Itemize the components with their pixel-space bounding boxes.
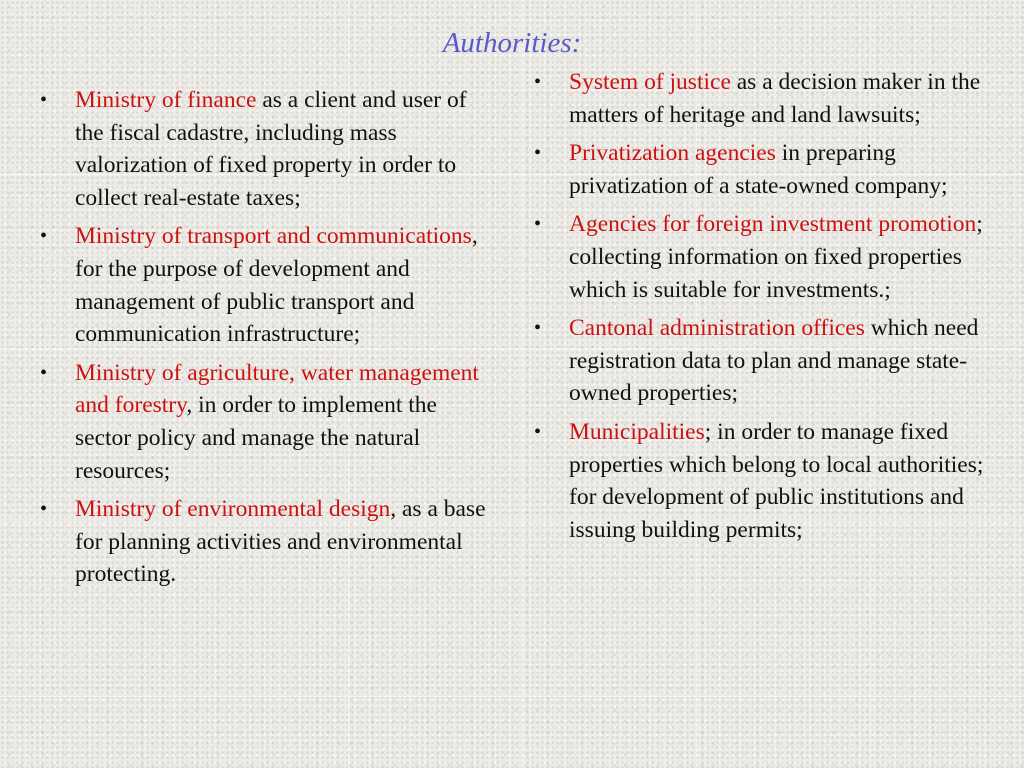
authority-description: as a client and user of the fiscal cadastre, including mass valorization of fixed property in order to collect real-estate taxes;	[75, 87, 467, 211]
bullet-icon: •	[534, 142, 542, 165]
authority-name: Cantonal administration offices	[569, 315, 865, 342]
authority-name: Municipalities	[569, 418, 705, 445]
authority-name: Agencies for foreign investment promotion	[569, 211, 977, 238]
bullet-icon: •	[534, 71, 542, 93]
slide-title: Authorities:	[442, 27, 582, 59]
right-bullet-list	[534, 66, 1004, 552]
authority-description: , as a base for planning activities and environmental protecting.	[75, 496, 486, 588]
list-item	[40, 493, 490, 591]
list-item	[534, 66, 1004, 131]
authority-description: , in order to implement the sector policy and manage the natural resources;	[75, 392, 437, 484]
authority-description: as a decision maker in the matters of heritage and land lawsuits;	[569, 69, 981, 128]
list-item	[40, 357, 490, 487]
authority-name: System of justice	[569, 69, 731, 95]
background-grid-line	[522, 0, 523, 768]
list-item	[40, 84, 490, 214]
bullet-icon: •	[40, 498, 48, 521]
authority-description: ; in order to manage fixed properties which belong to local authorities; for development of public institutions and issuing building permits;	[569, 418, 984, 543]
list-item	[534, 208, 1004, 306]
authority-name: Ministry of transport and communications	[75, 223, 472, 250]
authority-name: Ministry of agriculture, water management and forestry	[75, 359, 479, 419]
bullet-icon: •	[40, 225, 48, 248]
authority-description: , for the purpose of development and management of public transport and communication infrastructure;	[75, 223, 478, 348]
bullet-icon: •	[40, 361, 48, 384]
authority-name: Ministry of environmental design	[75, 496, 391, 523]
list-item	[40, 220, 490, 350]
list-item	[534, 137, 1004, 202]
bullet-icon: •	[534, 317, 542, 340]
authority-description: ; collecting information on fixed properties which is suitable for investments.;	[569, 211, 983, 303]
authority-name: Privatization agencies	[569, 140, 776, 167]
bullet-icon: •	[534, 420, 542, 443]
list-item	[534, 416, 1004, 546]
bullet-icon: •	[534, 213, 542, 236]
left-bullet-list	[40, 84, 490, 597]
authority-description: in preparing privatization of a state-owned company;	[569, 140, 948, 199]
authority-name: Ministry of finance	[75, 87, 257, 113]
bullet-icon: •	[40, 89, 48, 111]
list-item	[534, 312, 1004, 410]
authority-description: which need registration data to plan and manage state-owned properties;	[569, 315, 979, 407]
